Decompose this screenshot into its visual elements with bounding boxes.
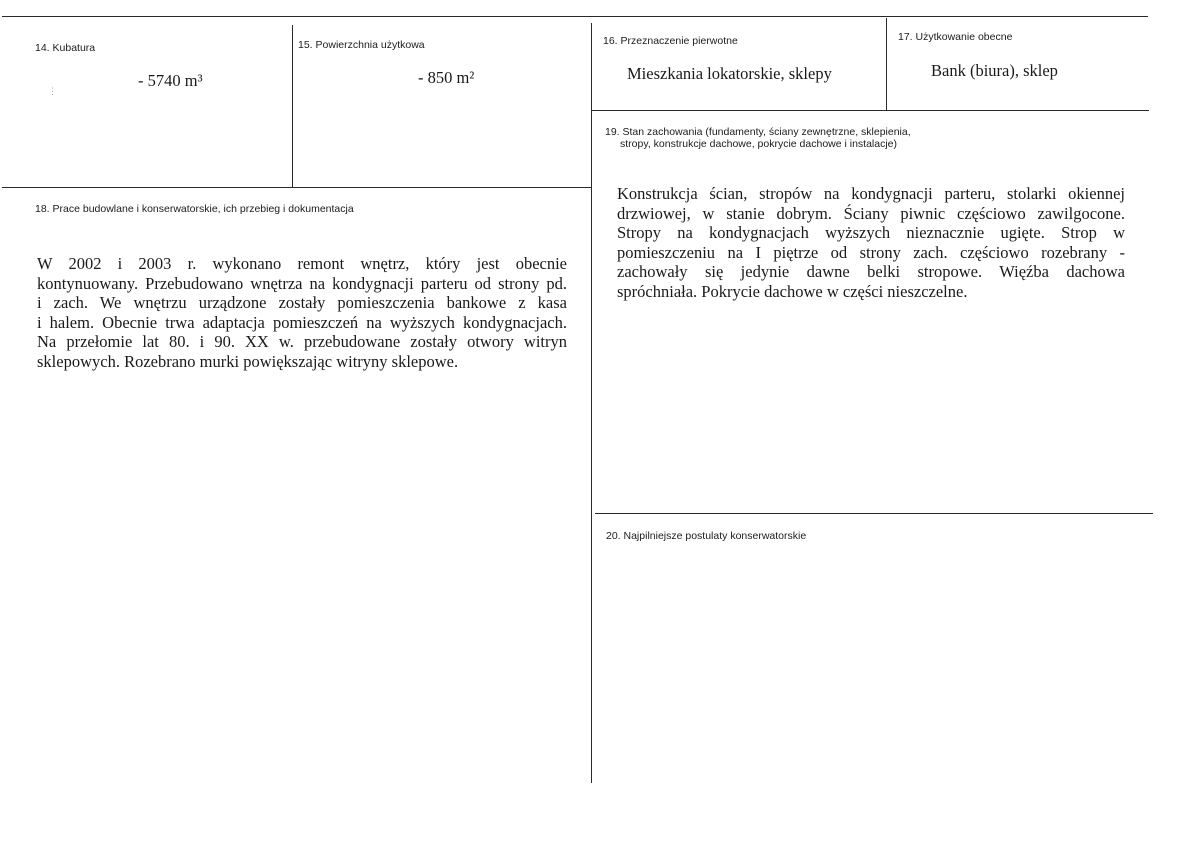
stan-label-line1: 19. Stan zachowania (fundamenty, ściany zewnętrzne, sklepienia, <box>605 126 911 138</box>
postulaty-label: 20. Najpilniejsze postulaty konserwatorskie <box>606 530 807 542</box>
prace-text <box>37 254 567 371</box>
prace-label: 18. Prace budowlane i konserwatorskie, ich przebieg i dokumentacja <box>35 203 354 215</box>
stan-line: Konstrukcja ścian, stropów na kondygnacji parteru, stolarki okiennej <box>617 184 1125 203</box>
stan-line: Stropy na kondygnacjach wyższych nieznacznie ugięte. Strop w <box>617 223 1125 242</box>
prace-line: sklepowych. Rozebrano murki powiększając witryny sklepowe. <box>37 351 459 371</box>
stan-line: zachowały się jedynie dawne belki stropowe. Więźba dachowa <box>617 262 1125 281</box>
uzytkowanie-label: 17. Użytkowanie obecne <box>898 31 1013 43</box>
line-under-16-17 <box>591 110 1149 111</box>
stan-line: pomieszczeniu na I piętrze od strony zach. częściowo rozebrany - <box>617 242 1125 262</box>
powierzchnia-value: - 850 m² <box>418 68 475 87</box>
stan-label-line2: stropy, konstrukcje dachowe, pokrycie dachowe i instalacje) <box>620 138 898 150</box>
przeznaczenie-value: Mieszkania lokatorskie, sklepy <box>627 64 832 83</box>
prace-line: i zach. We wnętrzu urządzone zostały pomieszczenia bankowe z kasa <box>37 293 567 312</box>
powierzchnia-label: 15. Powierzchnia użytkowa <box>298 39 425 51</box>
stan-line: spróchniała. Pokrycie dachowe w części nieszczelne. <box>617 281 968 301</box>
stan-line: drzwiowej, w stanie dobrym. Ściany piwnic częściowo zawilgocone. <box>617 203 1125 223</box>
kubatura-label: 14. Kubatura <box>35 42 96 54</box>
prace-line: kontynuowany. Przebudowano wnętrza na kondygnacji parteru od strony pd. <box>37 273 567 293</box>
scan-speck: ⋮ <box>48 86 57 96</box>
prace-line: i halem. Obecnie trwa adaptacja pomieszczeń na wyższych kondygnacjach. <box>37 312 567 332</box>
divider-14-15 <box>292 25 293 188</box>
line-above-20 <box>595 513 1153 514</box>
divider-16-17 <box>886 18 887 111</box>
stan-text <box>617 184 1125 301</box>
przeznaczenie-label: 16. Przeznaczenie pierwotne <box>603 35 738 47</box>
prace-line: Na przełomie lat 80. i 90. XX w. przebudowane zostały otwory witryn <box>37 332 567 351</box>
kubatura-value: - 5740 m³ <box>138 71 203 90</box>
line-under-14-15 <box>2 187 592 188</box>
uzytkowanie-value: Bank (biura), sklep <box>931 61 1058 80</box>
top-border-line <box>2 16 1148 17</box>
prace-line: W 2002 i 2003 r. wykonano remont wnętrz, który jest obecnie <box>37 254 567 273</box>
center-divider <box>591 23 592 783</box>
